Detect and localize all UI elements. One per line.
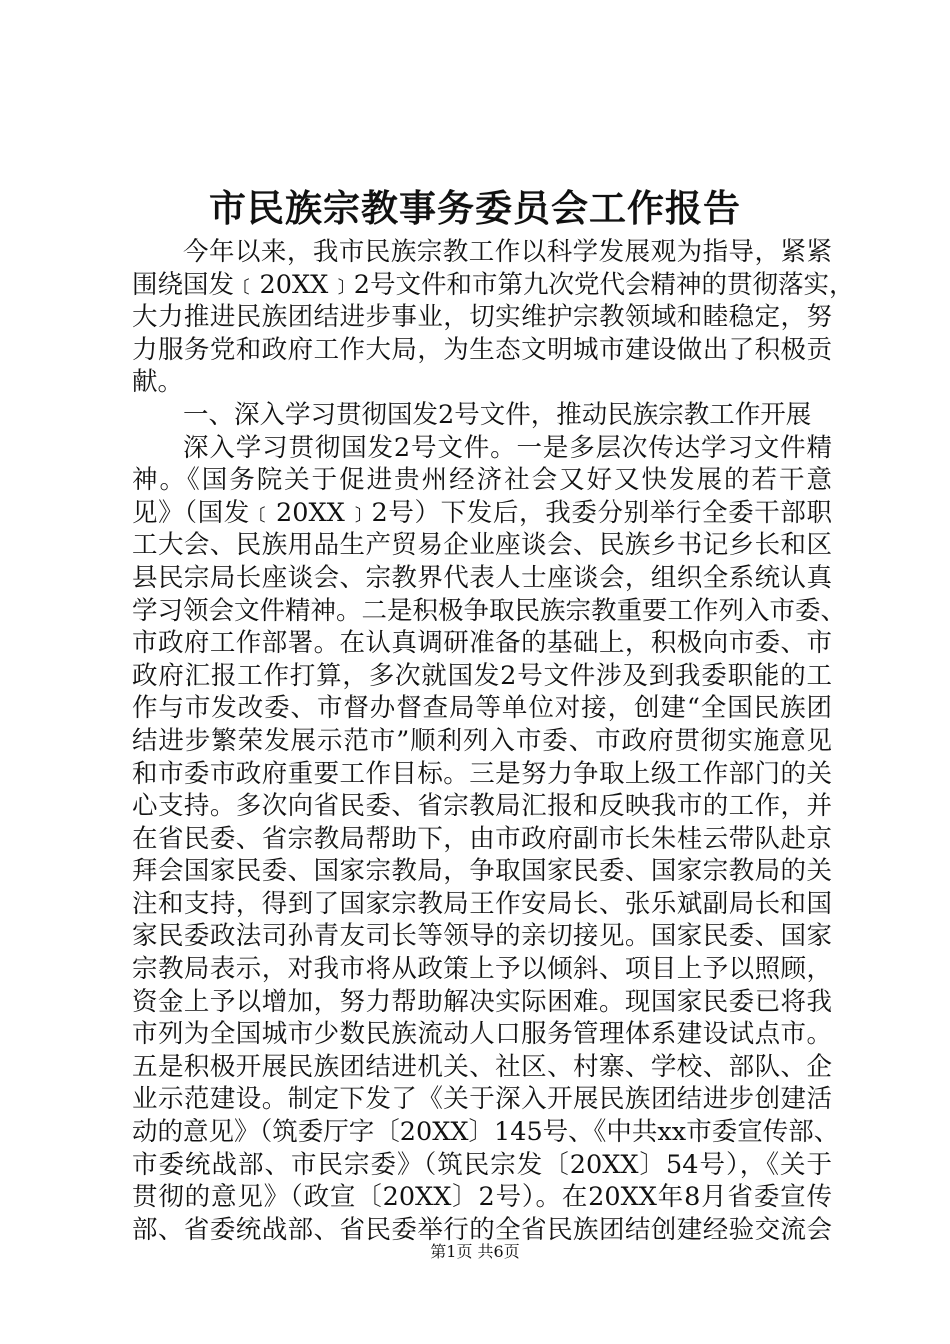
- body-line: 学习领会文件精神。二是积极争取民族宗教重要工作列入市委、: [132, 595, 847, 626]
- body-line: 和市委市政府重要工作目标。三是努力争取上级工作部门的关: [132, 758, 832, 789]
- body-line: 结进步繁荣发展示范市”顺利列入市委、市政府贯彻实施意见: [132, 725, 832, 756]
- page-footer: 第1页 共6页: [430, 1242, 520, 1261]
- body-line: 业示范建设。制定下发了《关于深入开展民族团结进步创建活: [132, 1084, 832, 1115]
- body-line: 五是积极开展民族团结进机关、社区、村寨、学校、部队、企: [132, 1051, 832, 1082]
- body-line: 政府汇报工作打算，多次就国发2号文件涉及到我委职能的工: [132, 660, 832, 691]
- body-line: 市委统战部、市民宗委》（筑民宗发〔20XX〕54号），《关于: [132, 1149, 832, 1180]
- body-line: 今年以来，我市民族宗教工作以科学发展观为指导，紧紧: [183, 237, 832, 267]
- body-line: 力服务党和政府工作大局，为生态文明城市建设做出了积极贡: [132, 334, 832, 365]
- body-line: 深入学习贯彻国发2号文件。一是多层次传达学习文件精: [183, 432, 832, 463]
- body-line: 在省民委、省宗教局帮助下，由市政府副市长朱桂云带队赴京: [132, 823, 832, 854]
- body-line: 注和支持，得到了国家宗教局王作安局长、张乐斌副局长和国: [132, 888, 832, 919]
- body-line: 见》（国发﹝20XX﹞2号）下发后，我委分别举行全委干部职: [132, 497, 832, 528]
- document-body: [132, 236, 855, 1246]
- body-line: 贯彻的意见》（政宣〔20XX〕2号）。在20XX年8月省委宣传: [132, 1182, 832, 1213]
- document-title: 市民族宗教事务委员会工作报告: [209, 186, 741, 230]
- body-line: 县民宗局长座谈会、宗教界代表人士座谈会，组织全系统认真: [132, 562, 832, 593]
- body-line: 神。《国务院关于促进贵州经济社会又好又快发展的若干意: [132, 465, 832, 496]
- body-line: 拜会国家民委、国家宗教局，争取国家民委、国家宗教局的关: [132, 856, 832, 887]
- body-line: 献。: [132, 367, 184, 398]
- section-heading: 一、深入学习贯彻国发2号文件，推动民族宗教工作开展: [183, 399, 812, 430]
- body-line: 市政府工作部署。在认真调研准备的基础上，积极向市委、市: [132, 628, 832, 659]
- body-line: 部、省委统战部、省民委举行的全省民族团结创建经验交流会: [132, 1214, 832, 1245]
- body-line: 资金上予以增加，努力帮助解决实际困难。现国家民委已将我: [132, 986, 832, 1017]
- body-line: 市列为全国城市少数民族流动人口服务管理体系建设试点市。: [132, 1019, 832, 1050]
- body-line: 动的意见》（筑委厅字〔20XX〕145号、《中共xx市委宣传部、: [132, 1117, 840, 1148]
- body-line: 心支持。多次向省民委、省宗教局汇报和反映我市的工作，并: [132, 791, 832, 822]
- body-line: 宗教局表示，对我市将从政策上予以倾斜、项目上予以照顾，: [132, 954, 832, 985]
- body-line: 大力推进民族团结进步事业，切实维护宗教领域和睦稳定，努: [132, 302, 832, 333]
- body-line: 围绕国发﹝20XX﹞2号文件和市第九次党代会精神的贯彻落实，: [132, 269, 855, 300]
- body-line: 作与市发改委、市督办督查局等单位对接，创建“全国民族团: [132, 693, 832, 724]
- body-line: 工大会、民族用品生产贸易企业座谈会、民族乡书记乡长和区: [132, 530, 832, 561]
- body-line: 家民委政法司孙青友司长等领导的亲切接见。国家民委、国家: [132, 921, 832, 952]
